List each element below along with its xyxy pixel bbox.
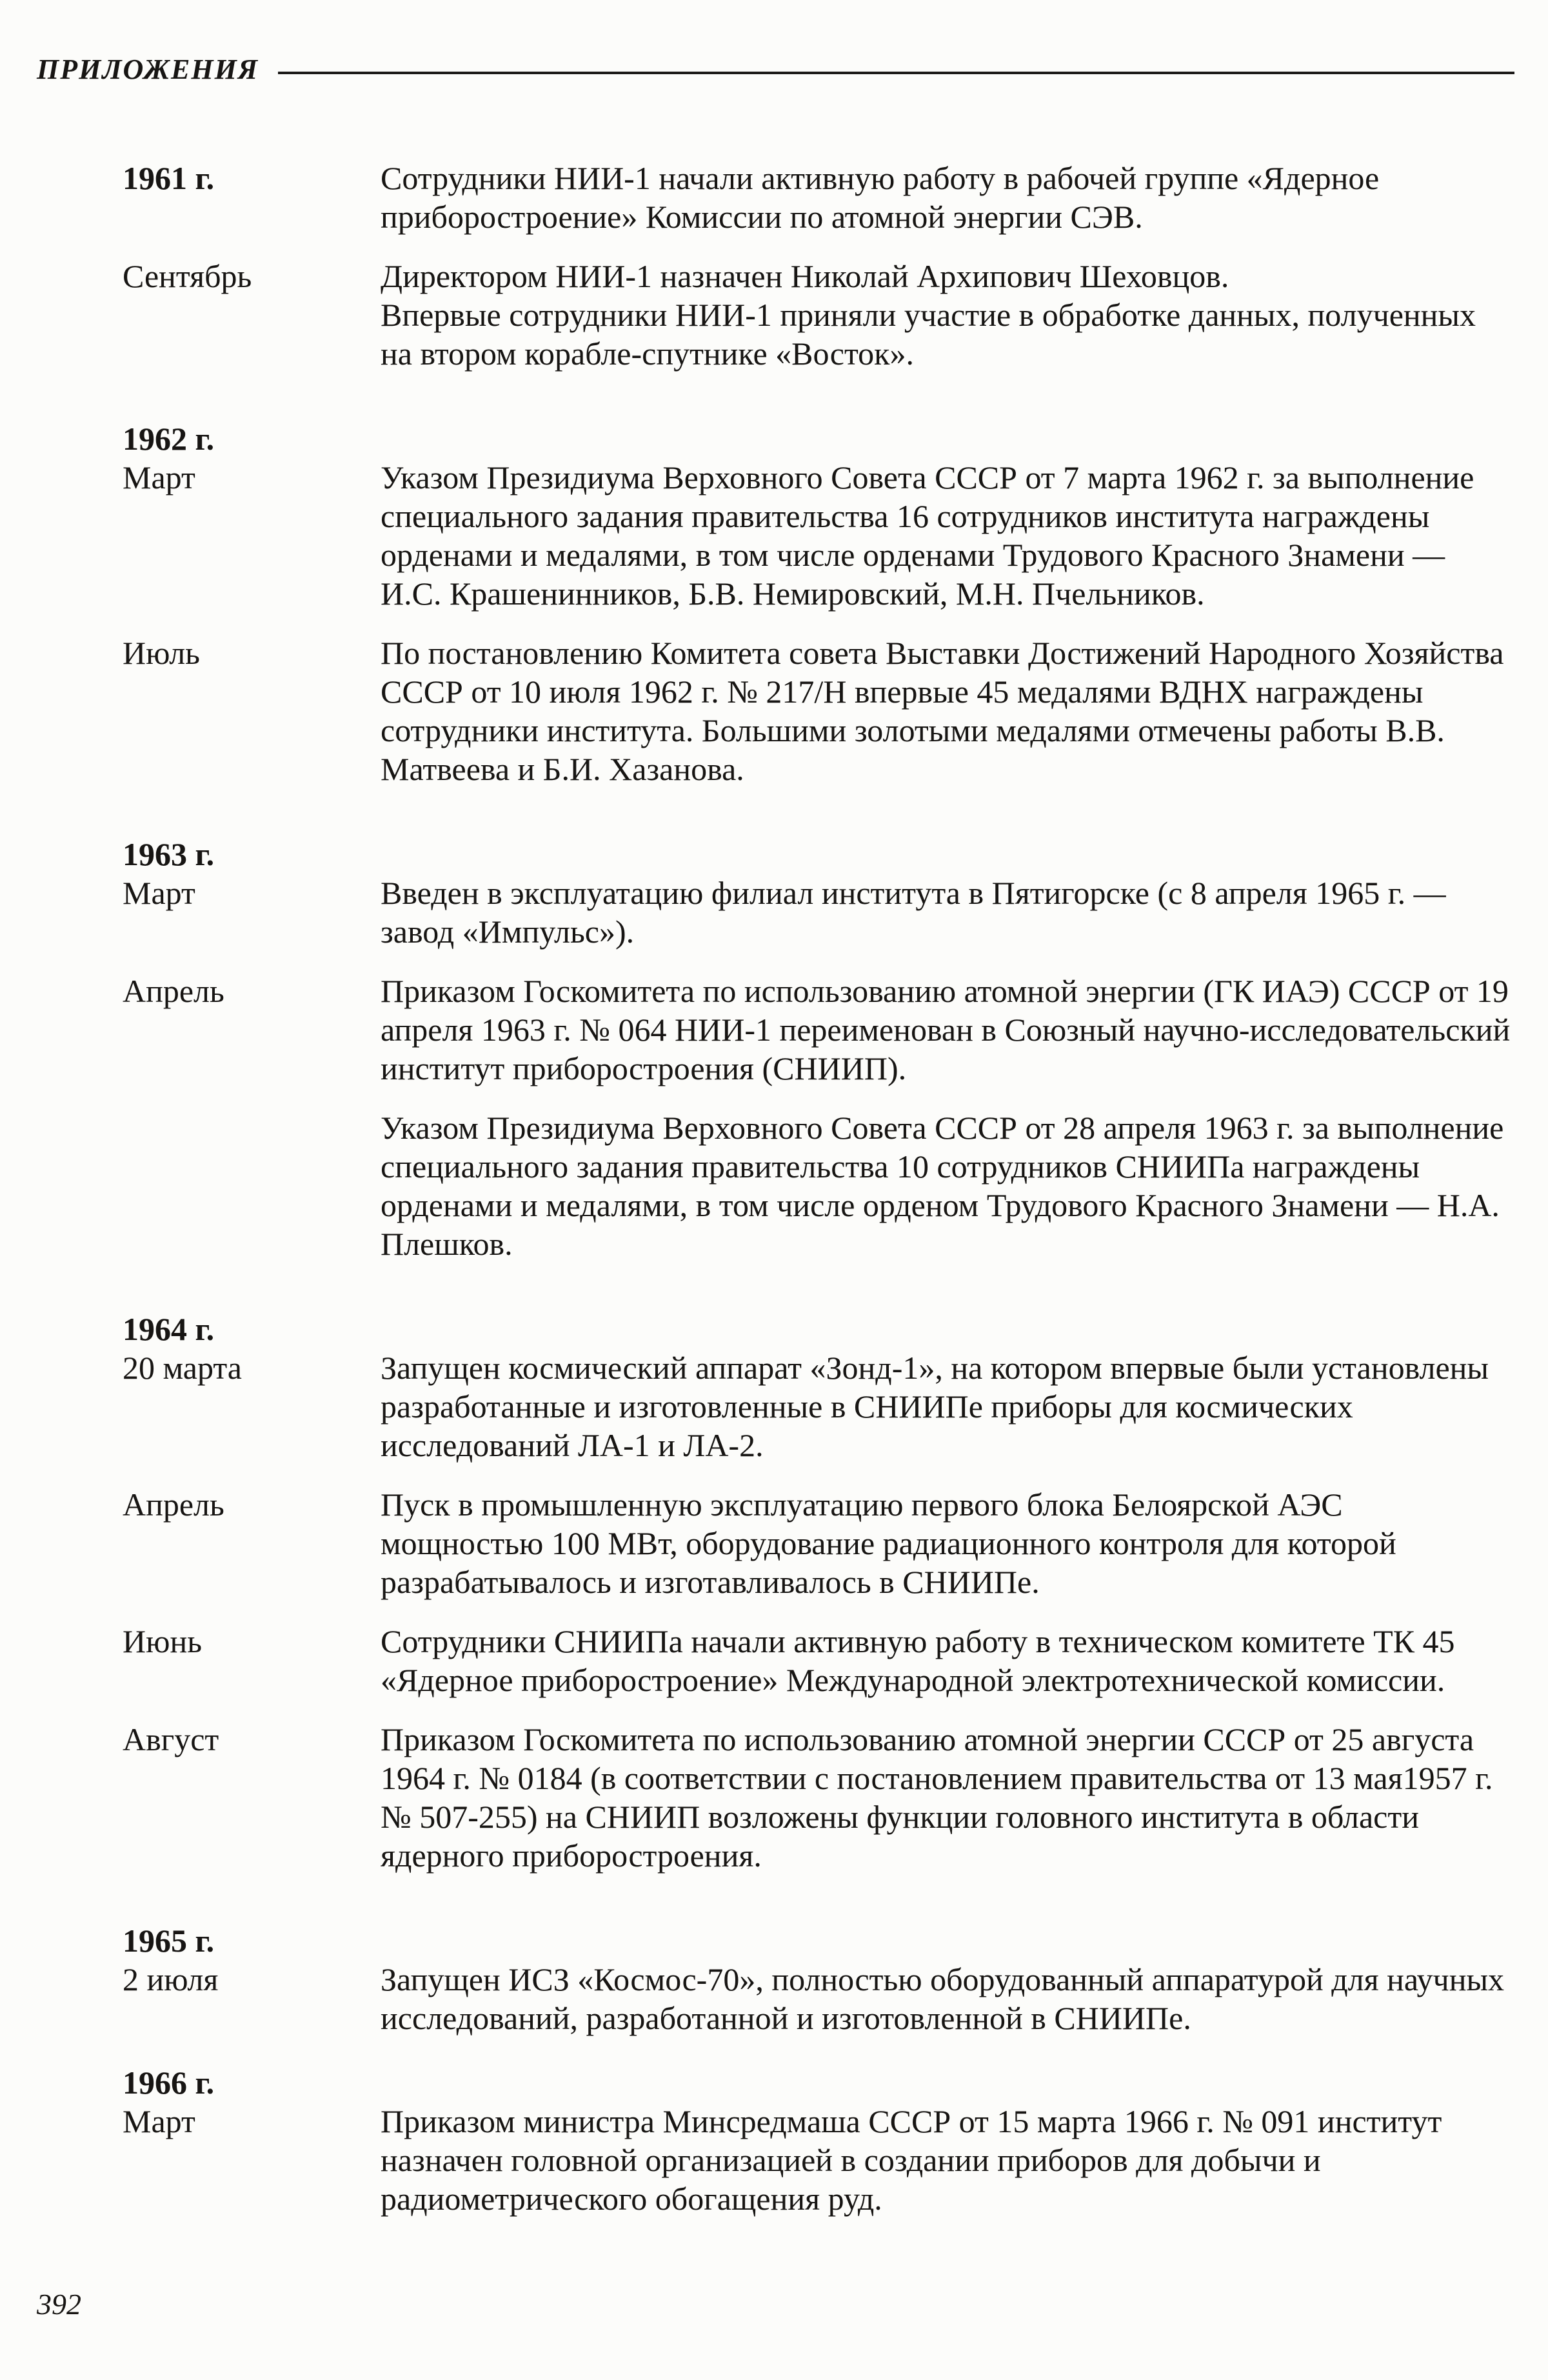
header-rule — [278, 72, 1514, 74]
timeline-paragraph: Приказом министра Минсредмаша СССР от 15 марта 1966 г. № 091 институт назначен головной организацией в создании приборов для добычи и радиометрического обогащения руд. — [381, 2103, 1442, 2217]
timeline-text — [381, 1485, 1513, 1601]
timeline-date: 2 июля — [123, 1961, 219, 1997]
timeline-paragraph: Указом Президиума Верховного Совета СССР от 7 марта 1962 г. за выполнение специального задания правительства 16 сотрудников института награждены орденами и медалями, в том числе орденами Трудового Красного Знамени — И.С. Крашенинников, Б.В. Немировский, М.Н. Пчельников. — [381, 459, 1474, 612]
timeline-paragraph: Введен в эксплуатацию филиал института в Пятигорске (с 8 апреля 1965 г. — завод «Импульс»). — [381, 875, 1446, 950]
timeline-date: Апрель — [123, 1486, 224, 1523]
timeline-year: 1966 г. — [123, 2065, 215, 2101]
timeline-date: Август — [123, 1721, 219, 1757]
timeline-row — [123, 634, 1513, 788]
timeline-text — [381, 458, 1513, 613]
page-title: ПРИЛОЖЕНИЯ — [37, 54, 259, 85]
timeline-text — [381, 2102, 1513, 2218]
timeline-text — [381, 159, 1513, 236]
timeline-paragraph: Впервые сотрудники НИИ-1 приняли участие в обработке данных, полученных на втором корабле-спутнике «Восток». — [381, 297, 1476, 372]
timeline-row — [123, 1485, 1513, 1601]
timeline-row — [123, 874, 1513, 951]
timeline-year: 1965 г. — [123, 1923, 215, 1959]
timeline-row — [123, 1960, 1513, 2037]
page-number: 392 — [37, 2288, 81, 2321]
timeline — [123, 159, 1513, 2218]
timeline-row — [123, 1622, 1513, 1699]
timeline-date: Июль — [123, 635, 200, 671]
timeline-paragraph: Запущен ИСЗ «Космос-70», полностью оборудованный аппаратурой для научных исследований, разработанной и изготовленной в СНИИПе. — [381, 1961, 1505, 2036]
timeline-row — [123, 1720, 1513, 1875]
timeline-year-row — [123, 1921, 1513, 1960]
timeline-text — [381, 1720, 1513, 1875]
timeline-paragraph: По постановлению Комитета совета Выставки Достижений Народного Хозяйства СССР от 10 июля 1962 г. № 217/Н впервые 45 медалями ВДНХ награждены сотрудники института. Большими золотыми медалями отмечены работы В.В. Матвеева и Б.И. Хазанова. — [381, 635, 1504, 787]
timeline-text — [381, 874, 1513, 951]
timeline-year-row — [123, 2063, 1513, 2102]
timeline-year: 1962 г. — [123, 421, 215, 457]
timeline-row — [123, 1348, 1513, 1465]
timeline-date: Март — [123, 459, 195, 495]
timeline-text — [381, 1622, 1513, 1699]
timeline-row — [123, 458, 1513, 613]
timeline-paragraph: Директором НИИ-1 назначен Николай Архипович Шеховцов. — [381, 258, 1229, 294]
page-header — [37, 53, 1514, 86]
timeline-row — [123, 257, 1513, 373]
timeline-paragraph: Запущен космический аппарат «Зонд-1», на котором впервые были установлены разработанные и изготовленные в СНИИПе приборы для космических исследований ЛА-1 и ЛА-2. — [381, 1350, 1489, 1463]
timeline-text — [381, 257, 1513, 373]
timeline-date: Март — [123, 875, 195, 911]
timeline-date: Март — [123, 2103, 195, 2139]
timeline-date: 20 марта — [123, 1350, 242, 1386]
timeline-date: Апрель — [123, 973, 224, 1009]
timeline-year-row — [123, 1310, 1513, 1348]
timeline-paragraph: Сотрудники СНИИПа начали активную работу в техническом комитете ТК 45 «Ядерное приборостроение» Международной электротехнической комиссии. — [381, 1623, 1455, 1698]
timeline-row — [123, 2102, 1513, 2218]
timeline-paragraph: Указом Президиума Верховного Совета СССР от 28 апреля 1963 г. за выполнение специального задания правительства 10 сотрудников СНИИПа награждены орденами и медалями, в том числе орденом Трудового Красного Знамени — Н.А. Плешков. — [381, 1110, 1504, 1262]
timeline-year-row — [123, 419, 1513, 458]
timeline-row — [123, 1108, 1513, 1263]
timeline-text — [381, 1960, 1513, 2037]
timeline-year-row — [123, 835, 1513, 874]
timeline-row — [123, 159, 1513, 236]
timeline-date: Июнь — [123, 1623, 203, 1659]
timeline-text — [381, 972, 1513, 1088]
timeline-year: 1964 г. — [123, 1311, 215, 1347]
timeline-paragraph: Сотрудники НИИ-1 начали активную работу в рабочей группе «Ядерное приборостроение» Комиссии по атомной энергии СЭВ. — [381, 160, 1380, 235]
timeline-date: 1961 г. — [123, 160, 215, 196]
timeline-text — [381, 634, 1513, 788]
timeline-paragraph: Пуск в промышленную эксплуатацию первого блока Белоярской АЭС мощностью 100 МВт, оборудование радиационного контроля для которой разрабатывалось и изготавливалось в СНИИПе. — [381, 1486, 1396, 1600]
timeline-text — [381, 1348, 1513, 1465]
timeline-date: Сентябрь — [123, 258, 252, 294]
timeline-text — [381, 1108, 1513, 1263]
timeline-row — [123, 972, 1513, 1088]
timeline-paragraph: Приказом Госкомитета по использованию атомной энергии (ГК ИАЭ) СССР от 19 апреля 1963 г. № 064 НИИ-1 переименован в Союзный научно-исследовательский институт приборостроения (СНИИП). — [381, 973, 1511, 1086]
timeline-paragraph: Приказом Госкомитета по использованию атомной энергии СССР от 25 августа 1964 г. № 0184 (в соответствии с постановлением правительства от 13 мая1957 г. № 507-255) на СНИИП возложены функции головного института в области ядерного приборостроения. — [381, 1721, 1493, 1874]
timeline-year: 1963 г. — [123, 836, 215, 872]
